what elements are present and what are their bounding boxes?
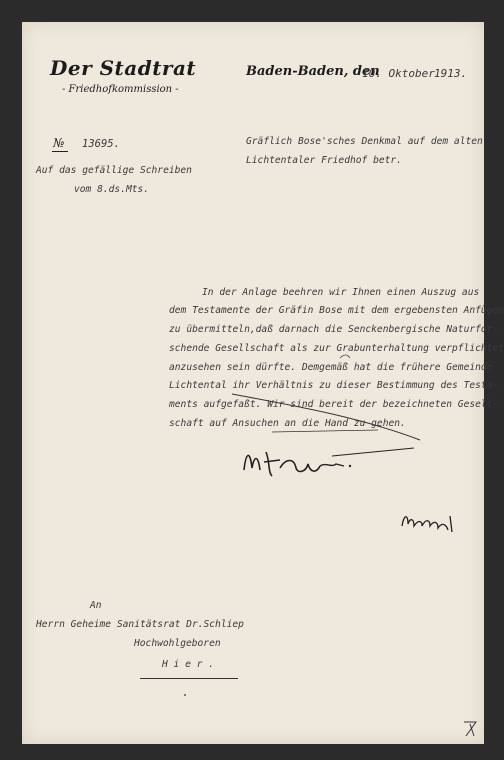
subject-line-2: Lichtentaler Friedhof betr. [246, 155, 402, 166]
archive-corner-mark [462, 718, 478, 738]
recipient-line-2: Herrn Geheime Sanitätsrat Dr.Schliep [36, 619, 244, 630]
date-day: 10. Oktober [362, 67, 435, 80]
reference-line-2: vom 8.ds.Mts. [74, 184, 150, 195]
letterhead-title: Der Stadtrat [50, 56, 197, 80]
initials-mark [398, 508, 458, 538]
recipient-underline [140, 678, 238, 679]
pen-marks [22, 22, 484, 744]
body-line-2: dem Testamente der Gräfin Bose mit dem ergebensten Anfügen [169, 305, 504, 316]
ink-dot [184, 694, 186, 696]
body-line-3: zu übermitteln,daß darnach die Senckenbergische Naturfor- [169, 324, 499, 335]
reference-number: 13695. [82, 138, 120, 150]
body-line-6: Lichtental ihr Verhältnis zu dieser Bestimmung des Testa- [169, 380, 499, 391]
subject-line-1: Gräflich Bose'sches Denkmal auf dem alten [246, 136, 483, 147]
body-line-1: In der Anlage beehren wir Ihnen einen Auszug aus [202, 287, 480, 298]
signature [236, 442, 426, 482]
letter-page [22, 22, 504, 744]
letterhead-subtitle: - Friedhofkommission - [62, 84, 179, 95]
body-line-8: schaft auf Ansuchen an die Hand zu gehen. [169, 418, 406, 429]
number-sign: № [53, 136, 65, 150]
date-year: 1913. [434, 67, 468, 80]
body-line-5: anzusehen sein dürfte. Demgemäß hat die frühere Gemeinde [169, 362, 493, 373]
reference-line-1: Auf das gefällige Schreiben [36, 165, 192, 176]
recipient-line-4: H i e r . [162, 659, 214, 670]
place-date-prefix: Baden-Baden, den [246, 64, 380, 79]
body-line-4: schende Gesellschaft als zur Grabunterhaltung verpflichtet [169, 343, 504, 354]
body-line-7: ments aufgefaßt. Wir sind bereit der bezeichneten Gesell- [169, 399, 499, 410]
recipient-line-1: An [90, 600, 102, 611]
recipient-line-3: Hochwohlgeboren [134, 638, 221, 649]
